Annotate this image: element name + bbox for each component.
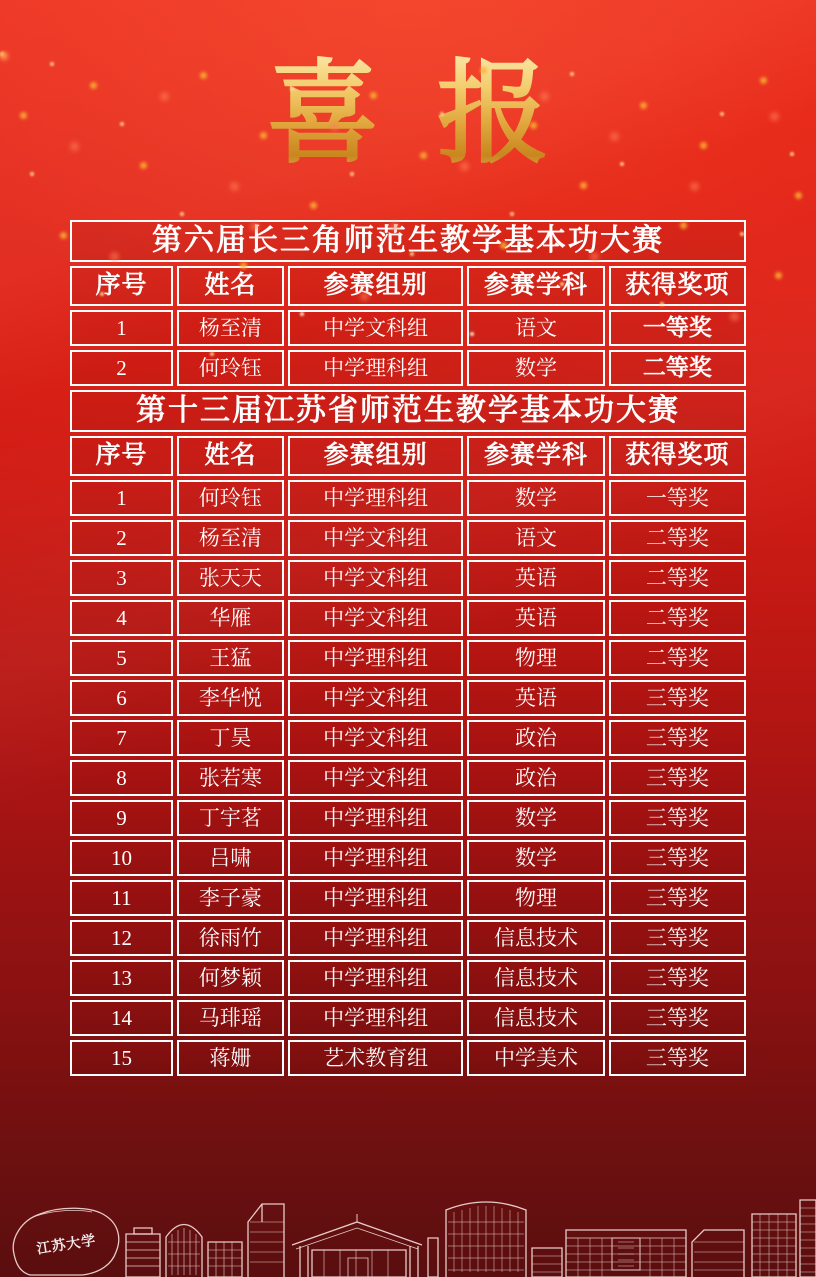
table-row — [70, 920, 746, 956]
table-cell: 中学理科组 — [288, 1000, 464, 1036]
buildings — [126, 1200, 816, 1277]
table-cell: 数学 — [467, 840, 604, 876]
table-cell: 中学理科组 — [288, 920, 464, 956]
table-cell: 何玲钰 — [177, 350, 284, 386]
column-header: 姓名 — [177, 266, 284, 306]
table-cell: 蒋姗 — [177, 1040, 284, 1076]
page-title: 喜报 — [0, 52, 816, 178]
column-header: 获得奖项 — [609, 266, 746, 306]
column-header: 序号 — [70, 266, 173, 306]
table-cell: 三等奖 — [609, 760, 746, 796]
table-cell: 8 — [70, 760, 173, 796]
table-cell: 三等奖 — [609, 720, 746, 756]
table-cell: 英语 — [467, 600, 604, 636]
table-row — [70, 480, 746, 516]
table-row — [70, 560, 746, 596]
header-row — [70, 266, 746, 306]
table-cell: 何玲钰 — [177, 480, 284, 516]
table-row — [70, 760, 746, 796]
table-cell: 15 — [70, 1040, 173, 1076]
section-title-row — [70, 390, 746, 432]
table-cell: 中学理科组 — [288, 960, 464, 996]
table-cell: 1 — [70, 480, 173, 516]
table-cell: 中学理科组 — [288, 840, 464, 876]
table-cell: 三等奖 — [609, 1040, 746, 1076]
table-cell: 一等奖 — [609, 310, 746, 346]
table-cell: 吕啸 — [177, 840, 284, 876]
table-cell: 政治 — [467, 760, 604, 796]
table-cell: 张天天 — [177, 560, 284, 596]
table-cell: 信息技术 — [467, 1000, 604, 1036]
table-cell: 数学 — [467, 480, 604, 516]
table-cell: 张若寒 — [177, 760, 284, 796]
table-cell: 二等奖 — [609, 600, 746, 636]
table-cell: 华雁 — [177, 600, 284, 636]
table-cell: 马琲瑶 — [177, 1000, 284, 1036]
stone-label: 江苏大学 — [35, 1233, 98, 1258]
table-cell: 4 — [70, 600, 173, 636]
table-cell: 中学理科组 — [288, 480, 464, 516]
table-cell: 7 — [70, 720, 173, 756]
table-cell: 中学理科组 — [288, 640, 464, 676]
table-cell: 3 — [70, 560, 173, 596]
section-title: 第十三届江苏省师范生教学基本功大赛 — [70, 390, 746, 432]
table-cell: 6 — [70, 680, 173, 716]
table-cell: 三等奖 — [609, 800, 746, 836]
table-cell: 中学文科组 — [288, 560, 464, 596]
table-cell: 9 — [70, 800, 173, 836]
table-cell: 11 — [70, 880, 173, 916]
table-cell: 三等奖 — [609, 840, 746, 876]
table-cell: 二等奖 — [609, 520, 746, 556]
table-cell: 中学文科组 — [288, 600, 464, 636]
table-cell: 中学理科组 — [288, 800, 464, 836]
table-cell: 政治 — [467, 720, 604, 756]
table-row — [70, 1000, 746, 1036]
awards-table — [66, 216, 750, 1080]
table-cell: 信息技术 — [467, 920, 604, 956]
table-row — [70, 520, 746, 556]
table-cell: 中学文科组 — [288, 310, 464, 346]
header-row — [70, 436, 746, 476]
column-header: 参赛学科 — [467, 436, 604, 476]
table-cell: 丁昊 — [177, 720, 284, 756]
table-cell: 14 — [70, 1000, 173, 1036]
table-cell: 中学理科组 — [288, 880, 464, 916]
table-cell: 1 — [70, 310, 173, 346]
table-row — [70, 1040, 746, 1076]
table-cell: 2 — [70, 520, 173, 556]
table-cell: 中学理科组 — [288, 350, 464, 386]
table-cell: 二等奖 — [609, 560, 746, 596]
column-header: 参赛组别 — [288, 436, 464, 476]
table-row — [70, 640, 746, 676]
column-header: 获得奖项 — [609, 436, 746, 476]
table-cell: 中学文科组 — [288, 720, 464, 756]
table-cell: 中学文科组 — [288, 760, 464, 796]
table-row — [70, 800, 746, 836]
table-cell: 杨至清 — [177, 520, 284, 556]
table-row — [70, 310, 746, 346]
column-header: 参赛学科 — [467, 266, 604, 306]
table-cell: 12 — [70, 920, 173, 956]
table-cell: 杨至清 — [177, 310, 284, 346]
table-cell: 李华悦 — [177, 680, 284, 716]
table-cell: 中学文科组 — [288, 680, 464, 716]
table-cell: 一等奖 — [609, 480, 746, 516]
table-cell: 物理 — [467, 880, 604, 916]
table-cell: 数学 — [467, 350, 604, 386]
table-cell: 语文 — [467, 310, 604, 346]
table-row — [70, 960, 746, 996]
table-row — [70, 680, 746, 716]
table-cell: 13 — [70, 960, 173, 996]
table-cell: 中学美术 — [467, 1040, 604, 1076]
table-row — [70, 600, 746, 636]
table-cell: 英语 — [467, 560, 604, 596]
table-cell: 语文 — [467, 520, 604, 556]
table-cell: 徐雨竹 — [177, 920, 284, 956]
section-title-row — [70, 220, 746, 262]
table-cell: 5 — [70, 640, 173, 676]
table-cell: 数学 — [467, 800, 604, 836]
table-cell: 英语 — [467, 680, 604, 716]
section-title: 第六届长三角师范生教学基本功大赛 — [70, 220, 746, 262]
table-cell: 2 — [70, 350, 173, 386]
table-row — [70, 350, 746, 386]
table-cell: 三等奖 — [609, 920, 746, 956]
stone-monument — [13, 1208, 119, 1275]
table-cell: 何梦颖 — [177, 960, 284, 996]
table-cell: 李子豪 — [177, 880, 284, 916]
table-cell: 信息技术 — [467, 960, 604, 996]
table-cell: 丁宇茗 — [177, 800, 284, 836]
table-cell: 三等奖 — [609, 1000, 746, 1036]
table-cell: 中学文科组 — [288, 520, 464, 556]
column-header: 姓名 — [177, 436, 284, 476]
table-cell: 三等奖 — [609, 680, 746, 716]
column-header: 参赛组别 — [288, 266, 464, 306]
table-row — [70, 840, 746, 876]
column-header: 序号 — [70, 436, 173, 476]
table-cell: 艺术教育组 — [288, 1040, 464, 1076]
table-cell: 物理 — [467, 640, 604, 676]
table-cell: 二等奖 — [609, 350, 746, 386]
awards-table-body — [70, 220, 746, 1076]
table-cell: 二等奖 — [609, 640, 746, 676]
table-cell: 王猛 — [177, 640, 284, 676]
table-row — [70, 720, 746, 756]
table-row — [70, 880, 746, 916]
table-cell: 10 — [70, 840, 173, 876]
table-cell: 三等奖 — [609, 960, 746, 996]
table-cell: 三等奖 — [609, 880, 746, 916]
campus-skyline — [0, 1142, 816, 1277]
